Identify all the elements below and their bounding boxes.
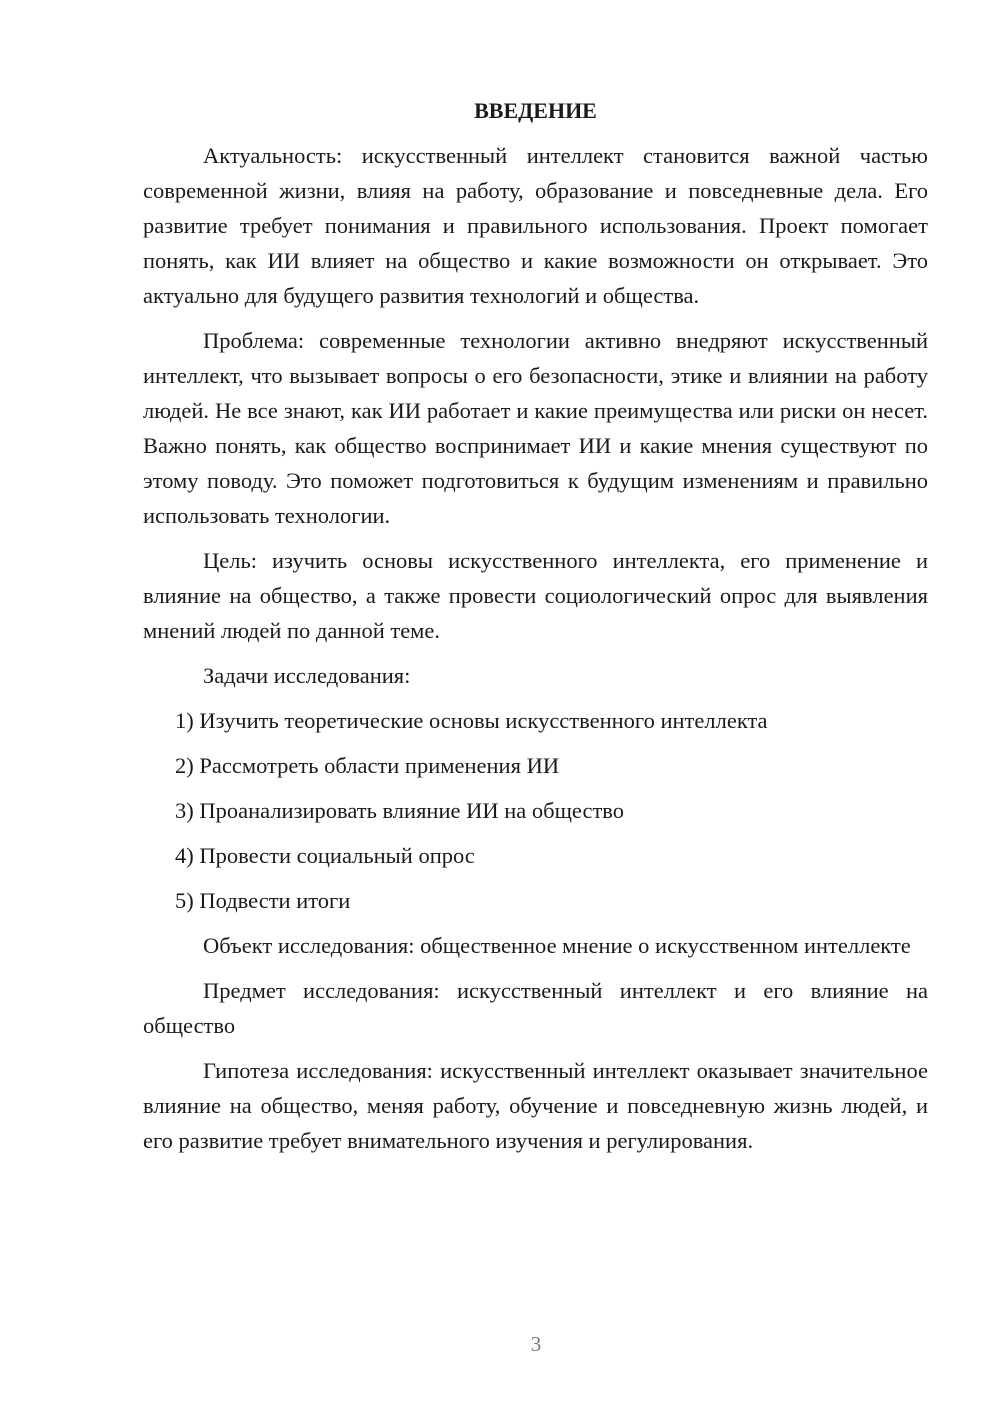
goal-paragraph: Цель: изучить основы искусственного интеллекта, его применение и влияние на общество, а также провести социологический опрос для выявления мнений людей по данной теме. — [143, 548, 928, 643]
list-item: 3) Проанализировать влияние ИИ на общество — [175, 798, 625, 823]
list-item: 4) Провести социальный опрос — [175, 843, 475, 868]
object-paragraph: Объект исследования: общественное мнение о искусственном интеллекте — [203, 933, 911, 958]
tasks-heading: Задачи исследования: — [203, 663, 411, 688]
problem-paragraph: Проблема: современные технологии активно внедряют искусственный интеллект, что вызывает вопросы о его безопасности, этике и влиянии на работу людей. Не все знают, как ИИ работает и какие преимущества или риски он несет. Важно понять, как общество воспринимает ИИ и какие мнения существуют по этому поводу. Это поможет подготовиться к будущим изменениям и правильно использовать технологии. — [143, 328, 928, 528]
list-item: 1) Изучить теоретические основы искусственного интеллекта — [175, 708, 768, 733]
list-item: 5) Подвести итоги — [175, 888, 351, 913]
relevance-paragraph: Актуальность: искусственный интеллект становится важной частью современной жизни, влияя на работу, образование и повседневные дела. Его развитие требует понимания и правильного использования. Проект помогает понять, как ИИ влияет на общество и какие возможности он открывает. Это актуально для будущего развития технологий и общества. — [143, 143, 928, 308]
page-number: 3 — [530, 1332, 542, 1356]
list-item: 2) Рассмотреть области применения ИИ — [175, 753, 560, 778]
document-page — [143, 93, 928, 1168]
tasks-list — [143, 703, 928, 918]
subject-paragraph: Предмет исследования: искусственный интеллект и его влияние на общество — [143, 978, 928, 1038]
page-title: ВВЕДЕНИЕ — [474, 98, 597, 123]
hypothesis-paragraph: Гипотеза исследования: искусственный интеллект оказывает значительное влияние на общество, меняя работу, обучение и повседневную жизнь людей, и его развитие требует внимательного изучения и регулирования. — [143, 1058, 928, 1153]
